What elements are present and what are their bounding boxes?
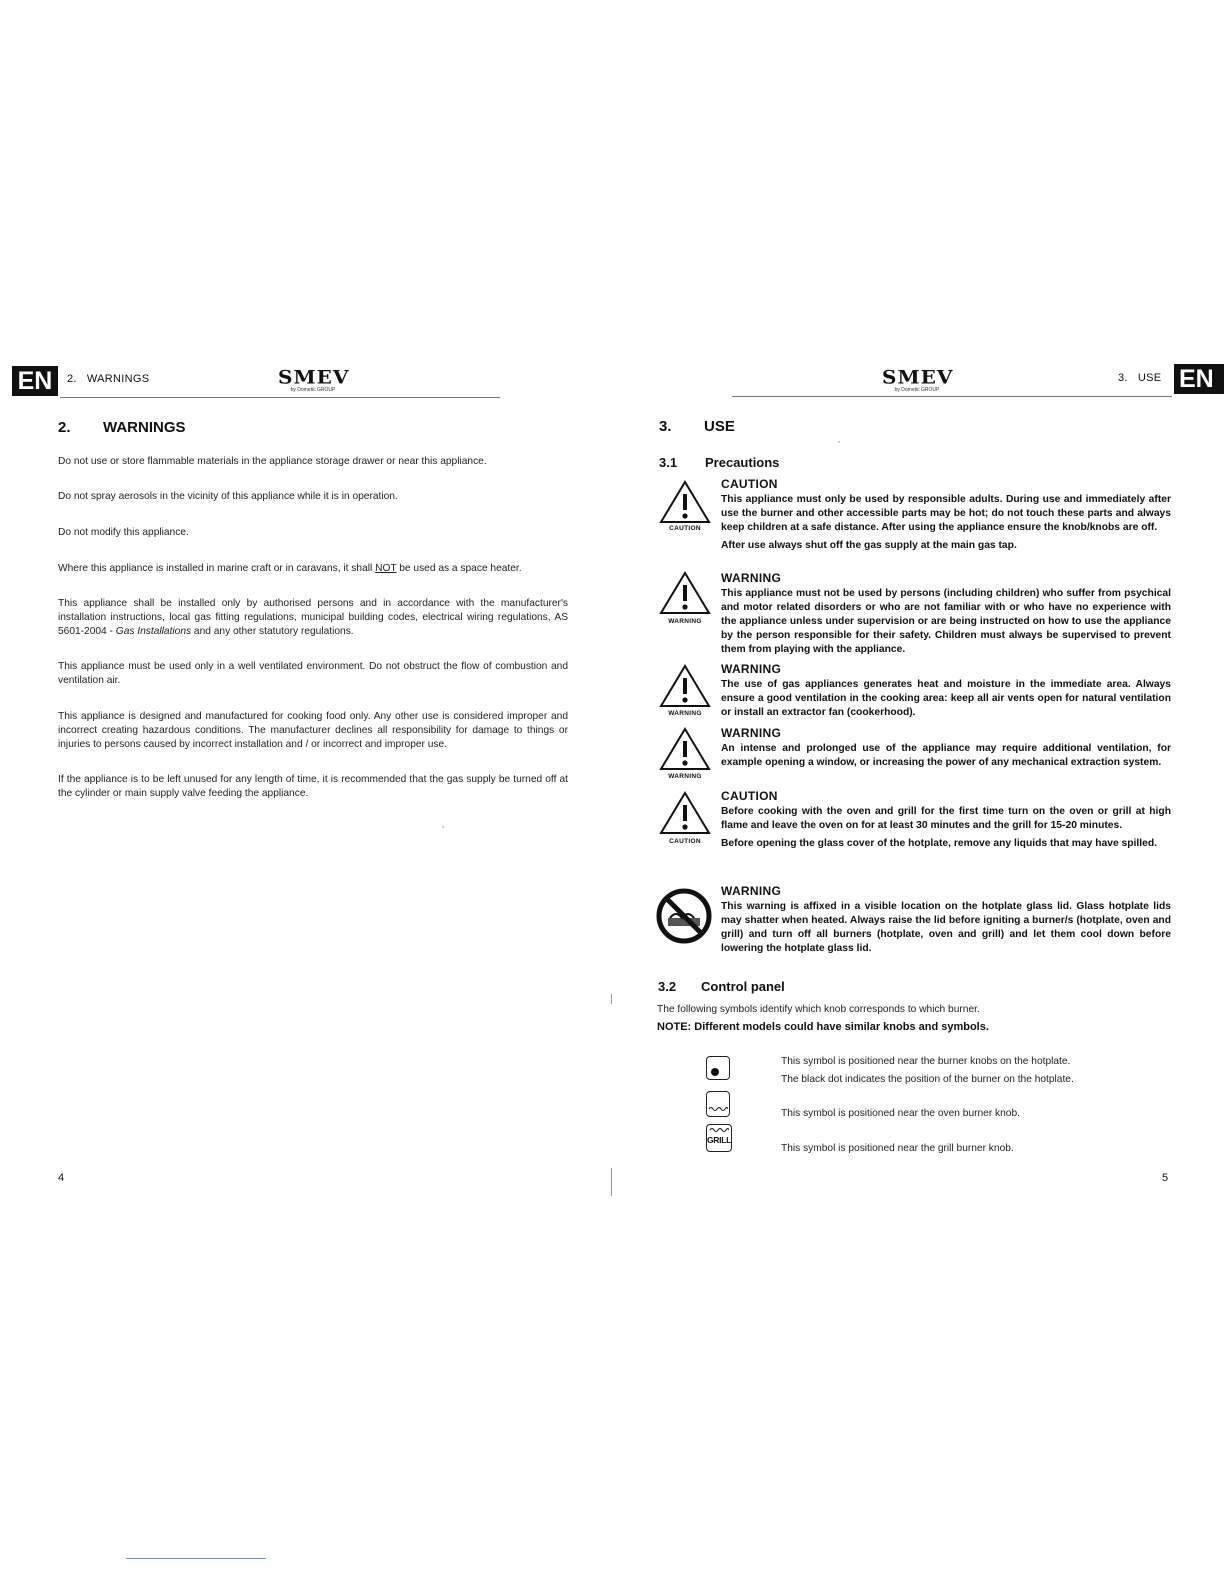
oven-burner-symbol-icon — [706, 1091, 730, 1117]
precaution-caution-first-use — [721, 788, 1171, 851]
paragraph-text: Where this appliance is installed in marine craft or in caravans, it shall — [58, 563, 376, 574]
subheading-precautions — [659, 455, 779, 470]
page-number-left: 4 — [58, 1172, 65, 1184]
warning-paragraph: Do not modify this appliance. — [58, 527, 189, 538]
warning-text: This appliance must not be used by persons (including children) who suffer from psychical and motor related disorders or who are not familiar with or who have no experience with the appliance unless under supervision or are being instructed on how to use the appliance by the person responsible for their safety. Children must always be supervised to prevent them from playing with the appliance. — [721, 588, 1171, 655]
paragraph-text: be used as a space heater. — [396, 563, 522, 574]
warning-text: This warning is affixed in a visible location on the hotplate glass lid. Glass hotplate lids may shatter when heated. Always raise the lid before igniting a burner/s (hotplate, oven and grill) and turn off all burners (hotplate, oven and grill) and let them cool down before lowering the hotplate glass lid. — [721, 901, 1171, 954]
warning-paragraph: This appliance must be used only in a well ventilated environment. Do not obstruct the flow of combustion and ventilation air. — [58, 661, 568, 686]
caution-icon-label: CAUTION — [669, 838, 701, 845]
burner-position-dot — [711, 1068, 719, 1076]
warning-extra-text: Before opening the glass cover of the hotplate, remove any liquids that may have spilled. — [721, 838, 1158, 849]
grill-heat-wave-icon — [709, 1127, 729, 1133]
heading-title: USE — [704, 418, 735, 435]
symbol-description — [781, 1055, 1074, 1087]
warning-paragraph: This appliance is designed and manufactured for cooking food only. Any other use is considered improper and incorrect creating hazardous conditions. The manufacturer declines all responsibility for damage to things or injuries to persons caused by incorrect installation and / or incorrect and improper use. — [58, 711, 568, 750]
logo-subtitle: by Dometic GROUP — [894, 387, 940, 393]
caution-triangle-icon — [659, 791, 711, 840]
page-number-right: 5 — [1162, 1172, 1169, 1184]
warning-icon-label: WARNING — [668, 773, 702, 780]
subheading-control-panel — [658, 979, 785, 994]
gutter-mark — [611, 1168, 612, 1196]
warning-triangle-icon — [659, 571, 711, 620]
language-tab-right: EN — [1174, 364, 1224, 394]
warning-paragraph-installation — [58, 597, 568, 639]
no-hot-glass-lid-icon — [656, 888, 712, 949]
emphasis-not: NOT — [375, 563, 397, 574]
heading-number: 2. — [58, 419, 71, 436]
precaution-warning-persons — [721, 570, 1171, 657]
precaution-warning-glass-lid — [721, 883, 1171, 956]
warning-title: WARNING — [721, 662, 782, 676]
warning-triangle-icon — [659, 727, 711, 776]
section-label-right: 3. USE — [1118, 372, 1162, 384]
logo-brand: SMEV — [882, 365, 954, 389]
scan-speck — [442, 826, 444, 828]
gutter-mark — [611, 994, 612, 1004]
warning-title: CAUTION — [721, 789, 778, 803]
warning-triangle-icon — [659, 664, 711, 713]
scan-underline — [126, 1558, 266, 1559]
precaution-caution-adults — [721, 476, 1171, 553]
language-tab-left: EN — [12, 366, 58, 396]
smev-logo-right — [882, 367, 952, 393]
header-rule-left — [60, 397, 500, 398]
gas-installations-title: Gas Installations — [115, 626, 192, 637]
warning-paragraph: Do not use or store flammable materials in the appliance storage drawer or near this appliance. — [58, 456, 487, 467]
section-heading-warnings — [58, 419, 186, 436]
subheading-number: 3.1 — [659, 455, 678, 470]
control-panel-intro: The following symbols identify which knob corresponds to which burner. — [657, 1004, 980, 1015]
subheading-title: Control panel — [701, 979, 785, 994]
warning-title: WARNING — [721, 884, 782, 898]
smev-logo-left — [278, 367, 348, 393]
warning-extra-text: After use always shut off the gas supply at the main gas tap. — [721, 540, 1017, 551]
subheading-title: Precautions — [705, 455, 780, 470]
paragraph-text: This appliance shall be installed only by authorised persons and in accordance with the manufacturer's installation instructions, local gas fitting regulations, municipal building codes, electrical wiring regulations, AS 5601-2004 - — [58, 598, 568, 637]
scan-speck — [838, 441, 840, 443]
heading-number: 3. — [659, 418, 672, 435]
symbol-description: This symbol is positioned near the oven burner knob. — [781, 1108, 1020, 1119]
caution-icon-label: CAUTION — [669, 525, 701, 532]
warning-text: Before cooking with the oven and grill for the first time turn on the oven or grill at high flame and leave the oven on for at least 30 minutes and the grill for 15-20 minutes. — [721, 806, 1171, 831]
symbol-description-line: This symbol is positioned near the burner knobs on the hotplate. — [781, 1056, 1071, 1067]
warning-icon-label: WARNING — [668, 710, 702, 717]
warning-text: This appliance must only be used by responsible adults. During use and immediately after use the burner and other accessible parts may be hot; do not touch these parts and always keep children at a safe distance. After using the appliance ensure the knob/knobs are off. — [721, 494, 1171, 533]
heading-title: WARNINGS — [103, 419, 186, 436]
logo-subtitle: by Dometic GROUP — [290, 387, 336, 393]
warning-paragraph: Do not spray aerosols in the vicinity of this appliance while it is in operation. — [58, 491, 398, 502]
caution-triangle-icon — [659, 480, 711, 529]
warning-paragraph-space-heater — [58, 562, 568, 576]
grill-burner-symbol-icon — [706, 1124, 732, 1152]
subheading-number: 3.2 — [658, 979, 677, 994]
section-heading-use — [659, 418, 735, 435]
hotplate-burner-symbol-icon — [706, 1056, 730, 1080]
precaution-warning-ventilation — [721, 661, 1171, 720]
symbol-description: This symbol is positioned near the grill burner knob. — [781, 1143, 1014, 1154]
paragraph-text: and any other statutory regulations. — [191, 626, 354, 637]
oven-heat-wave-icon — [708, 1106, 728, 1112]
section-label-left: 2. WARNINGS — [67, 373, 150, 385]
warning-paragraph: If the appliance is to be left unused for any length of time, it is recommended that the gas supply be turned off at the cylinder or main supply valve feeding the appliance. — [58, 774, 568, 799]
grill-symbol-text: GRILL — [707, 1135, 731, 1145]
warning-text: An intense and prolonged use of the appliance may require additional ventilation, for example opening a window, or increasing the power of any mechanical extraction system. — [721, 743, 1171, 768]
warning-title: WARNING — [721, 571, 782, 585]
warning-icon-label: WARNING — [668, 618, 702, 625]
warning-title: CAUTION — [721, 477, 778, 491]
precaution-warning-prolonged-use — [721, 725, 1171, 770]
warning-text: The use of gas appliances generates heat and moisture in the immediate area. Always ensure a good ventilation in the cooking area: keep all air vents open for natural ventilation or install an extractor fan (cookerhood). — [721, 679, 1171, 718]
warning-title: WARNING — [721, 726, 782, 740]
logo-brand: SMEV — [278, 365, 350, 389]
header-rule-right — [732, 396, 1172, 397]
control-panel-note: NOTE: Different models could have similar knobs and symbols. — [657, 1021, 989, 1033]
symbol-description-line: The black dot indicates the position of the burner on the hotplate. — [781, 1074, 1074, 1085]
